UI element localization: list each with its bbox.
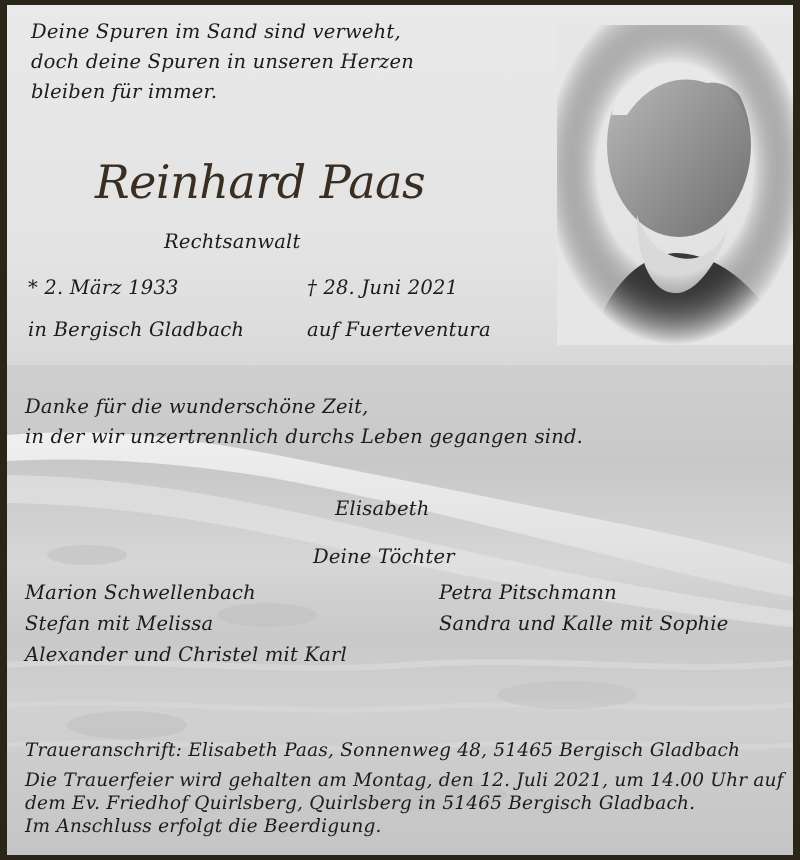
deceased-name: Reinhard Paas: [95, 155, 426, 209]
mourning-address: Traueranschrift: Elisabeth Paas, Sonnenweg 48, 51465 Bergisch Gladbach: [25, 740, 741, 761]
spouse-name: Elisabeth: [335, 497, 430, 520]
mourner-right-1: Petra Pitschmann: [439, 581, 617, 604]
birth-date: * 2. März 1933: [28, 276, 179, 299]
mourner-right-2: Sandra und Kalle mit Sophie: [439, 612, 729, 635]
mourner-left-2: Stefan mit Melissa: [25, 612, 214, 635]
death-date: † 28. Juni 2021: [307, 276, 459, 299]
portrait-photo: [557, 25, 793, 345]
profession: Rechtsanwalt: [164, 230, 301, 253]
daughters-heading: Deine Töchter: [313, 545, 455, 568]
thanks-text: Danke für die wunderschöne Zeit, in der wir unzertrennlich durchs Leben gegangen sind.: [25, 395, 584, 448]
motto-text: Deine Spuren im Sand sind verweht, doch deine Spuren in unseren Herzen bleiben für immer.: [31, 20, 414, 103]
birth-place: in Bergisch Gladbach: [28, 318, 245, 341]
death-place: auf Fuerteventura: [307, 318, 491, 341]
funeral-info: Die Trauerfeier wird gehalten am Montag, den 12. Juli 2021, um 14.00 Uhr auf dem Ev. Friedhof Quirlsberg, Quirlsberg in 51465 Bergisch Gladbach. Im Anschluss erfolgt die Beerdigung.: [25, 770, 784, 837]
mourner-left-3: Alexander und Christel mit Karl: [25, 643, 347, 666]
mourner-left-1: Marion Schwellenbach: [25, 581, 256, 604]
